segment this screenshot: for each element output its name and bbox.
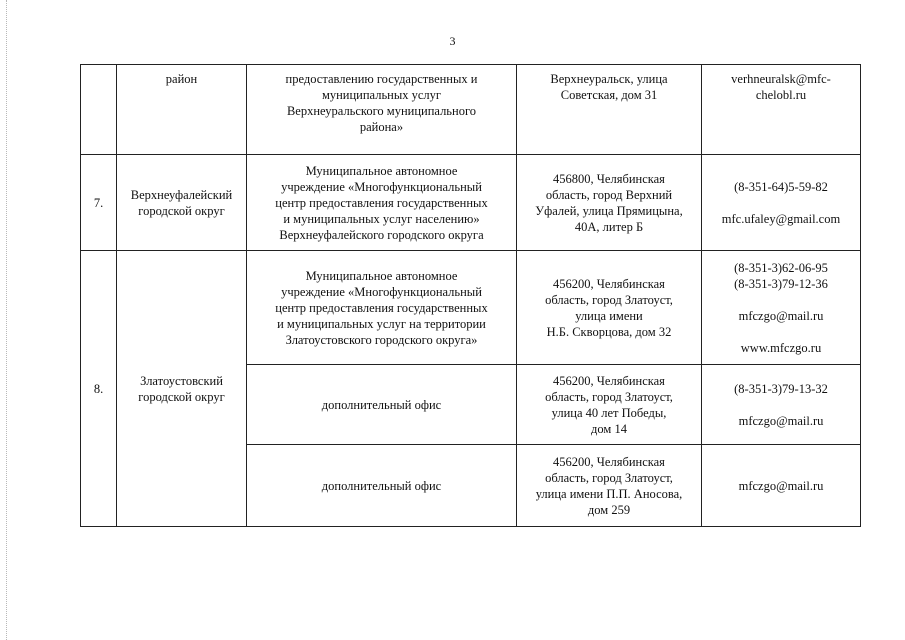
- district-cell: Златоустовский городской округ: [117, 251, 247, 527]
- address-cell: 456200, Челябинская область, город Златоуст, улица имени Н.Б. Скворцова, дом 32: [517, 251, 702, 365]
- table-row-continuation: [81, 65, 861, 155]
- row-number-cell: 8.: [81, 251, 117, 527]
- contacts-cell: [702, 445, 861, 527]
- table-row-7: [81, 155, 861, 251]
- mfc-table: [80, 64, 861, 527]
- contacts-cell: [702, 365, 861, 445]
- address-cell: 456800, Челябинская область, город Верхний Уфалей, улица Прямицына, 40А, литер Б: [517, 155, 702, 251]
- row-number-cell: [81, 65, 117, 155]
- email-text: mfczgo@mail.ru: [738, 478, 824, 493]
- scan-edge-line: [6, 0, 7, 640]
- email-text: mfczgo@mail.ru: [738, 308, 824, 323]
- organization-cell: Муниципальное автономное учреждение «Многофункциональный центр предоставления государственных и муниципальных услуг населению» Верхнеуфалейского городского округа: [247, 155, 517, 251]
- website-text: www.mfczgo.ru: [740, 340, 822, 355]
- organization-cell: Муниципальное автономное учреждение «Многофункциональный центр предоставления государственных и муниципальных услуг на территории Златоустовского городского округа»: [247, 251, 517, 365]
- organization-cell: дополнительный офис: [247, 365, 517, 445]
- page-number: 3: [449, 34, 456, 48]
- email-text: mfczgo@mail.ru: [738, 413, 824, 428]
- contacts-cell: [702, 155, 861, 251]
- organization-cell: дополнительный офис: [247, 445, 517, 527]
- phone-text: (8-351-3)79-12-36: [734, 276, 828, 291]
- address-cell: 456200, Челябинская область, город Златоуст, улица 40 лет Победы, дом 14: [517, 365, 702, 445]
- phone-text: (8-351-3)62-06-95: [734, 260, 828, 275]
- contacts-cell: verhneuralsk@mfc- chelobl.ru: [702, 65, 861, 155]
- district-cell: район: [117, 65, 247, 155]
- address-cell: Верхнеуральск, улица Советская, дом 31: [517, 65, 702, 155]
- email-text: mfc.ufaley@gmail.com: [721, 211, 841, 226]
- contacts-cell: [702, 251, 861, 365]
- phone-text: (8-351-64)5-59-82: [734, 179, 828, 194]
- table-row-8: [81, 251, 861, 365]
- phone-text: (8-351-3)79-13-32: [734, 381, 828, 396]
- district-cell: Верхнеуфалейский городской округ: [117, 155, 247, 251]
- address-cell: 456200, Челябинская область, город Златоуст, улица имени П.П. Аносова, дом 259: [517, 445, 702, 527]
- organization-cell: предоставлению государственных и муниципальных услуг Верхнеуральского муниципального района»: [247, 65, 517, 155]
- row-number-cell: 7.: [81, 155, 117, 251]
